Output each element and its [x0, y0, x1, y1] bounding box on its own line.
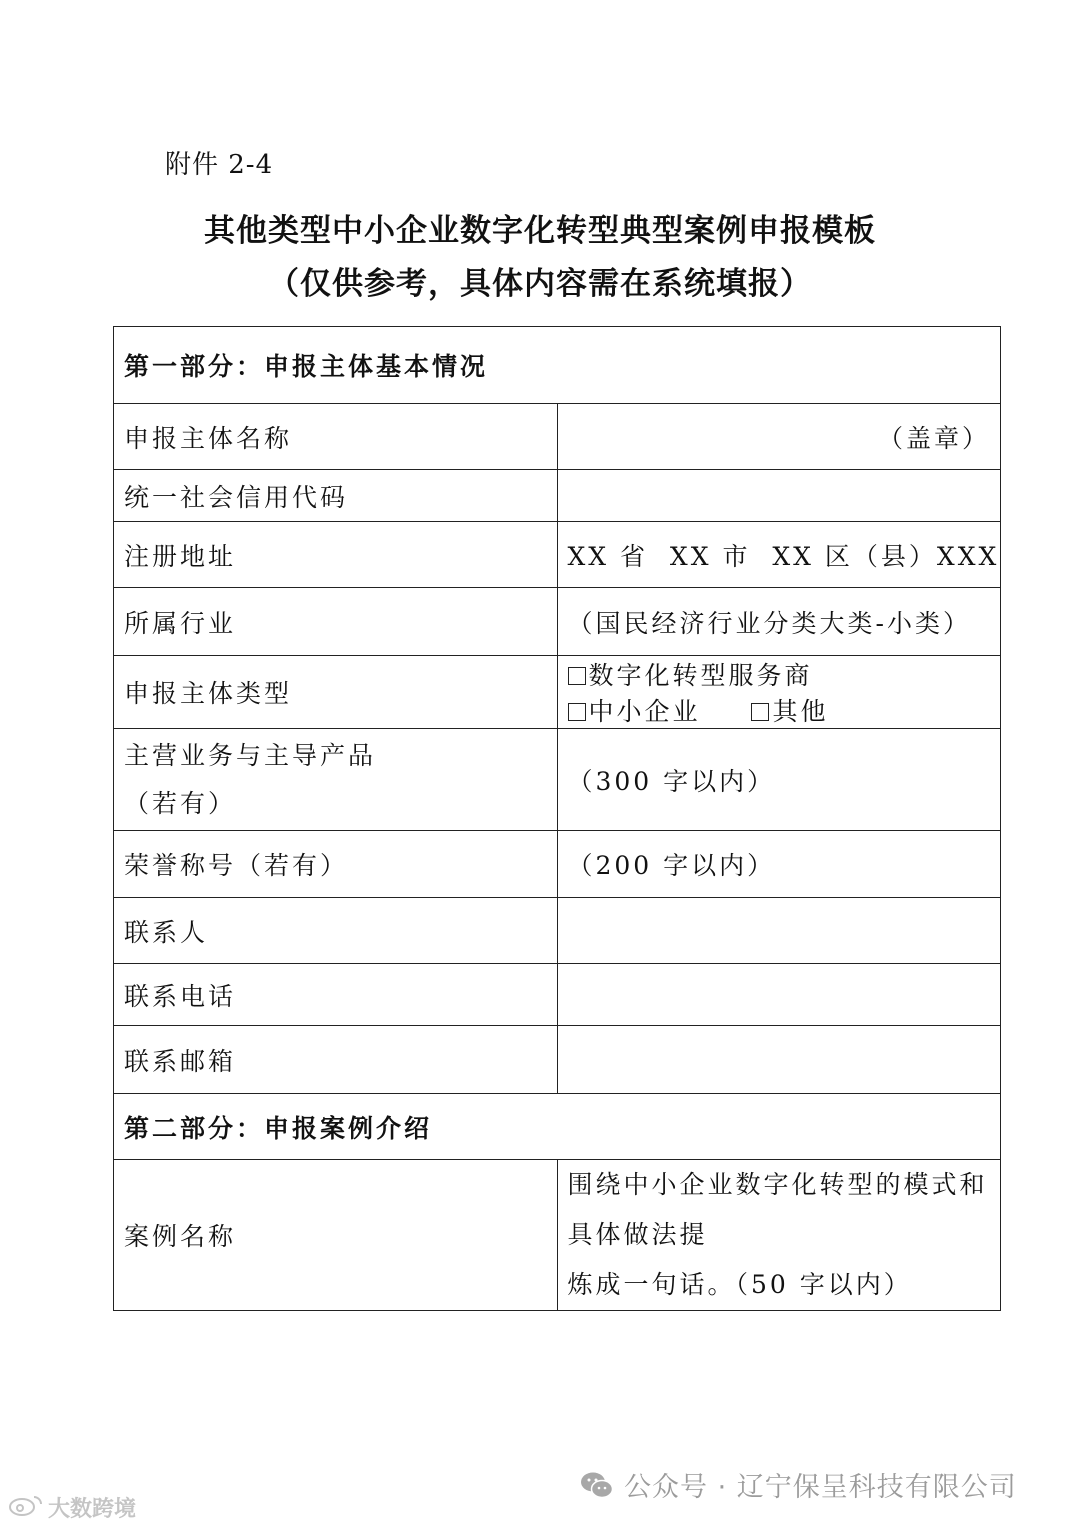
- field-value-contact-email[interactable]: [557, 1026, 1001, 1094]
- form-row: [114, 1160, 1001, 1311]
- value-line: 围绕中小企业数字化转型的模式和具体做法提: [567, 1170, 988, 1249]
- field-label-contact-person: 联系人: [114, 898, 558, 964]
- option-other[interactable]: [751, 692, 828, 728]
- option-sme[interactable]: [568, 692, 701, 728]
- wechat-icon: [580, 1471, 614, 1499]
- field-label-main-business: [114, 729, 558, 831]
- field-label-contact-email: 联系邮箱: [114, 1026, 558, 1094]
- label-line: 主营业务与主导产品: [124, 740, 377, 770]
- field-label-case-name: 案例名称: [114, 1160, 558, 1311]
- section-row: [114, 1094, 1001, 1160]
- value-line: 炼成一句话。（50 字以内）: [567, 1270, 912, 1299]
- field-value-honors[interactable]: （200 字以内）: [557, 831, 1001, 898]
- field-label-applicant-type: 申报主体类型: [114, 656, 558, 729]
- document-title: 其他类型中小企业数字化转型典型案例申报模板: [204, 213, 876, 249]
- field-label-contact-phone: 联系电话: [114, 964, 558, 1026]
- wechat-watermark: [580, 1465, 1017, 1504]
- label-line: （若有）: [124, 788, 237, 818]
- form-row: [114, 964, 1001, 1026]
- field-value-main-business[interactable]: （300 字以内）: [557, 729, 1001, 831]
- option-label: 其他: [772, 697, 829, 726]
- form-row: [114, 831, 1001, 898]
- form-row: [114, 522, 1001, 588]
- form-row: [114, 656, 1001, 729]
- field-value-credit-code[interactable]: [557, 470, 1001, 522]
- field-label-industry: 所属行业: [114, 588, 558, 656]
- checkbox-icon[interactable]: [568, 703, 586, 721]
- option-label: 中小企业: [588, 697, 701, 726]
- option-label: 数字化转型服务商: [588, 661, 813, 690]
- section-heading-part1: 第一部分：申报主体基本情况: [114, 327, 1001, 404]
- document-subtitle: （仅供参考，具体内容需在系统填报）: [268, 266, 812, 302]
- field-value-applicant-name[interactable]: （盖章）: [557, 404, 1001, 470]
- option-service-provider[interactable]: [568, 656, 813, 692]
- field-value-contact-person[interactable]: [557, 898, 1001, 964]
- form-row: [114, 588, 1001, 656]
- field-value-applicant-type: [557, 656, 1001, 729]
- form-row: [114, 898, 1001, 964]
- checkbox-icon[interactable]: [568, 667, 586, 685]
- section-row: [114, 327, 1001, 404]
- checkbox-icon[interactable]: [751, 703, 769, 721]
- field-value-industry[interactable]: （国民经济行业分类大类-小类）: [557, 588, 1001, 656]
- field-label-applicant-name: 申报主体名称: [114, 404, 558, 470]
- section-heading-part2: 第二部分：申报案例介绍: [114, 1094, 1001, 1160]
- attachment-label: 附件 2-4: [165, 150, 274, 180]
- form-row: [114, 470, 1001, 522]
- field-value-case-name[interactable]: [557, 1160, 1001, 1311]
- field-label-honors: 荣誉称号（若有）: [114, 831, 558, 898]
- field-value-contact-phone[interactable]: [557, 964, 1001, 1026]
- form-row: [114, 729, 1001, 831]
- form-row: [114, 1026, 1001, 1094]
- field-label-credit-code: 统一社会信用代码: [114, 470, 558, 522]
- corner-watermark: [8, 1492, 136, 1523]
- wechat-watermark-text: 公众号 · 辽宁保呈科技有限公司: [624, 1472, 1017, 1503]
- form-row: [114, 404, 1001, 470]
- field-value-address[interactable]: XX 省 XX 市 XX 区（县）XXX: [557, 522, 1001, 588]
- application-form-table: [113, 326, 1001, 1311]
- field-label-address: 注册地址: [114, 522, 558, 588]
- corner-watermark-text: 大数跨境: [48, 1497, 137, 1522]
- weibo-icon: [8, 1494, 44, 1522]
